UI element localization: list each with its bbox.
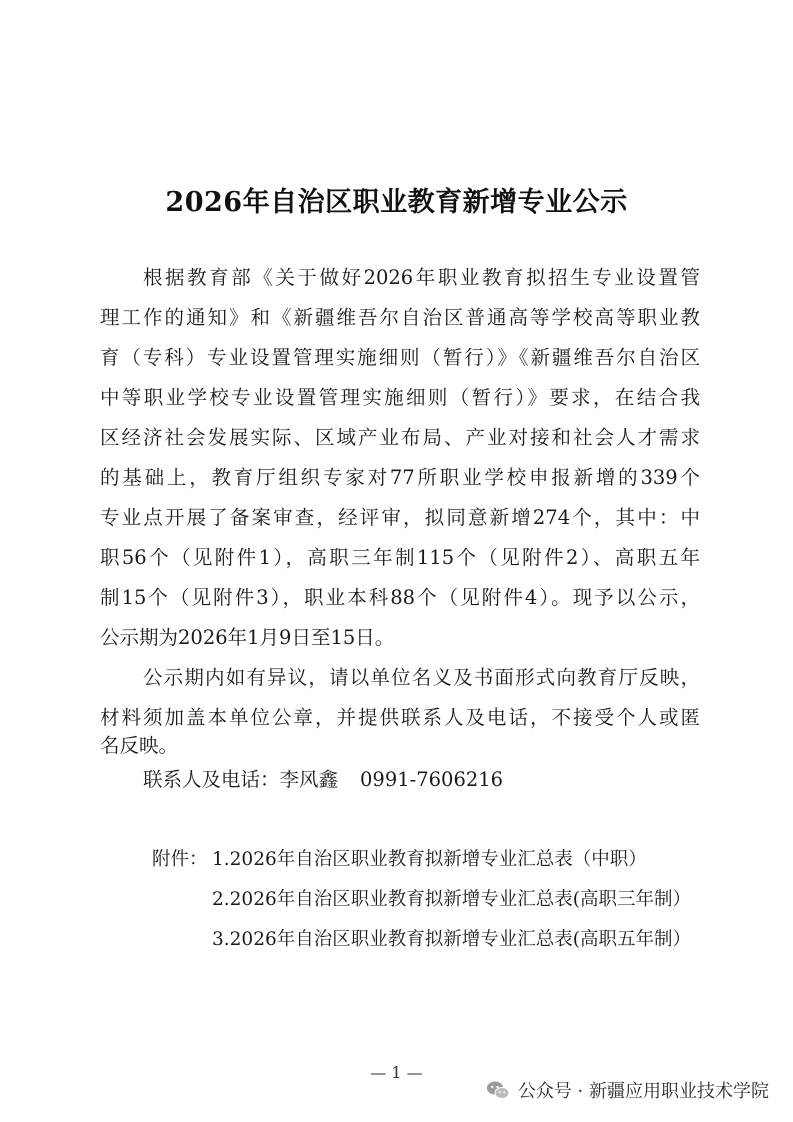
attachment-item-3: 3.2026年自治区职业教育拟新增专业汇总表(高职五年制） [212, 929, 691, 950]
paragraph-1-line-4: 中等职业学校专业设置管理实施细则（暂行）》要求，在结合我 [100, 386, 700, 409]
attachment-item-1: 1.2026年自治区职业教育拟新增专业汇总表（中职） [212, 849, 647, 870]
paragraph-1-line-8: 职56个（见附件1），高职三年制115个（见附件2）、高职五年 [100, 546, 700, 569]
paragraph-1-line-1: 根据教育部《关于做好2026年职业教育拟招生专业设置管 [143, 266, 700, 289]
contact-label: 联系人及电话：李风鑫 [143, 768, 339, 791]
page-number: — 1 — [370, 1063, 423, 1082]
paragraph-1-line-6: 的基础上，教育厅组织专家对77所职业学校申报新增的339个 [100, 466, 700, 489]
paragraph-2-line-2: 材料须加盖本单位公章，并提供联系人及电话，不接受个人或匿 [100, 706, 700, 729]
wechat-icon [486, 1079, 510, 1101]
paragraph-1-line-5: 区经济社会发展实际、区域产业布局、产业对接和社会人才需求 [100, 426, 700, 449]
paragraph-1-line-3: 育（专科）专业设置管理实施细则（暂行）》《新疆维吾尔自治区 [100, 346, 700, 369]
page-title: 2026年自治区职业教育新增专业公示 [165, 187, 628, 218]
paragraph-2-line-3: 名反映。 [100, 734, 179, 757]
attachments-label: 附件： [152, 849, 208, 870]
attachment-item-2: 2.2026年自治区职业教育拟新增专业汇总表(高职三年制） [212, 889, 691, 910]
paragraph-1-line-2: 理工作的通知》和《新疆维吾尔自治区普通高等学校高等职业教 [100, 306, 700, 329]
watermark-text: 公众号 · 新疆应用职业技术学院 [517, 1081, 769, 1102]
paragraph-1-line-7: 专业点开展了备案审查，经评审，拟同意新增274个，其中：中 [100, 506, 700, 529]
paragraph-2-line-1: 公示期内如有异议，请以单位名义及书面形式向教育厅反映， [143, 666, 700, 689]
contact-phone: 0991-7606216 [360, 768, 504, 791]
paragraph-1-line-10: 公示期为2026年1月9日至15日。 [100, 626, 395, 649]
wechat-watermark [486, 1077, 769, 1103]
paragraph-1-line-9: 制15个（见附件3），职业本科88个（见附件4）。现予以公示， [100, 586, 700, 609]
contact-line [143, 768, 503, 792]
